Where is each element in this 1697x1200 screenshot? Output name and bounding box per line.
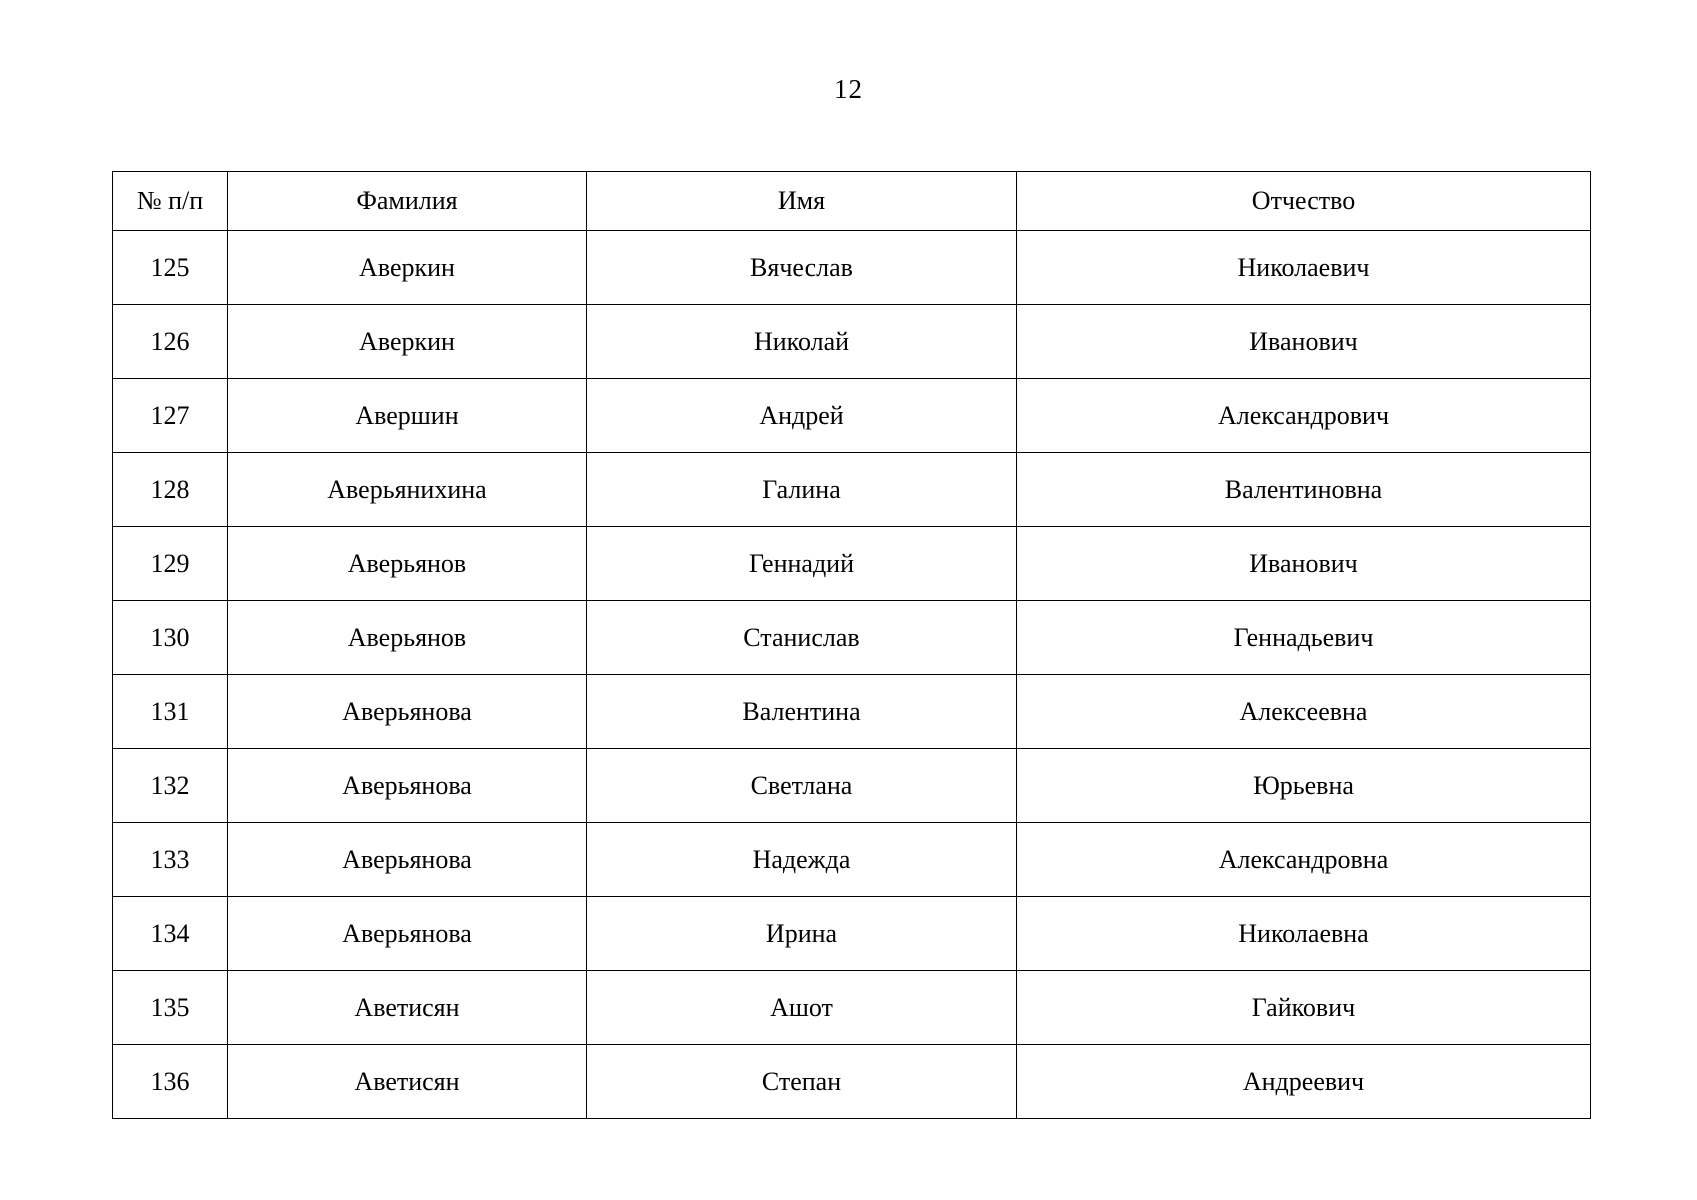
table-row [113, 379, 1591, 453]
names-table [112, 171, 1591, 1119]
cell-patronymic: Геннадьевич [1017, 601, 1591, 675]
header-number: № п/п [113, 172, 228, 231]
cell-surname: Аверьянова [228, 897, 587, 971]
table-row [113, 527, 1591, 601]
table-row [113, 305, 1591, 379]
cell-name: Валентина [587, 675, 1017, 749]
cell-patronymic: Иванович [1017, 305, 1591, 379]
cell-surname: Аверкин [228, 305, 587, 379]
table-row [113, 231, 1591, 305]
cell-surname: Аверьянихина [228, 453, 587, 527]
cell-name: Надежда [587, 823, 1017, 897]
cell-surname: Авершин [228, 379, 587, 453]
cell-number: 135 [113, 971, 228, 1045]
cell-number: 133 [113, 823, 228, 897]
cell-name: Ашот [587, 971, 1017, 1045]
cell-number: 129 [113, 527, 228, 601]
cell-name: Андрей [587, 379, 1017, 453]
cell-patronymic: Николаевич [1017, 231, 1591, 305]
cell-number: 131 [113, 675, 228, 749]
cell-number: 134 [113, 897, 228, 971]
cell-patronymic: Андреевич [1017, 1045, 1591, 1119]
cell-patronymic: Иванович [1017, 527, 1591, 601]
cell-surname: Аверьянова [228, 823, 587, 897]
cell-surname: Аверьянова [228, 675, 587, 749]
header-surname: Фамилия [228, 172, 587, 231]
cell-surname: Аверьянов [228, 601, 587, 675]
table-row [113, 823, 1591, 897]
cell-number: 132 [113, 749, 228, 823]
cell-patronymic: Юрьевна [1017, 749, 1591, 823]
cell-patronymic: Алексеевна [1017, 675, 1591, 749]
cell-number: 126 [113, 305, 228, 379]
table-row [113, 601, 1591, 675]
cell-surname: Аверьянов [228, 527, 587, 601]
cell-name: Светлана [587, 749, 1017, 823]
cell-name: Геннадий [587, 527, 1017, 601]
cell-name: Галина [587, 453, 1017, 527]
cell-patronymic: Гайкович [1017, 971, 1591, 1045]
table-row [113, 749, 1591, 823]
header-patronymic: Отчество [1017, 172, 1591, 231]
cell-surname: Аверкин [228, 231, 587, 305]
cell-name: Станислав [587, 601, 1017, 675]
table-row [113, 971, 1591, 1045]
header-name: Имя [587, 172, 1017, 231]
cell-patronymic: Николаевна [1017, 897, 1591, 971]
cell-number: 127 [113, 379, 228, 453]
table-row [113, 453, 1591, 527]
page-number: 12 [834, 74, 863, 104]
table-row [113, 1045, 1591, 1119]
cell-surname: Аверьянова [228, 749, 587, 823]
cell-name: Ирина [587, 897, 1017, 971]
cell-number: 125 [113, 231, 228, 305]
cell-number: 128 [113, 453, 228, 527]
table-header-row [113, 172, 1591, 231]
cell-number: 130 [113, 601, 228, 675]
cell-surname: Аветисян [228, 971, 587, 1045]
table-row [113, 675, 1591, 749]
table-row [113, 897, 1591, 971]
cell-name: Степан [587, 1045, 1017, 1119]
cell-surname: Аветисян [228, 1045, 587, 1119]
cell-name: Николай [587, 305, 1017, 379]
cell-name: Вячеслав [587, 231, 1017, 305]
cell-patronymic: Александровна [1017, 823, 1591, 897]
cell-patronymic: Александрович [1017, 379, 1591, 453]
cell-number: 136 [113, 1045, 228, 1119]
cell-patronymic: Валентиновна [1017, 453, 1591, 527]
